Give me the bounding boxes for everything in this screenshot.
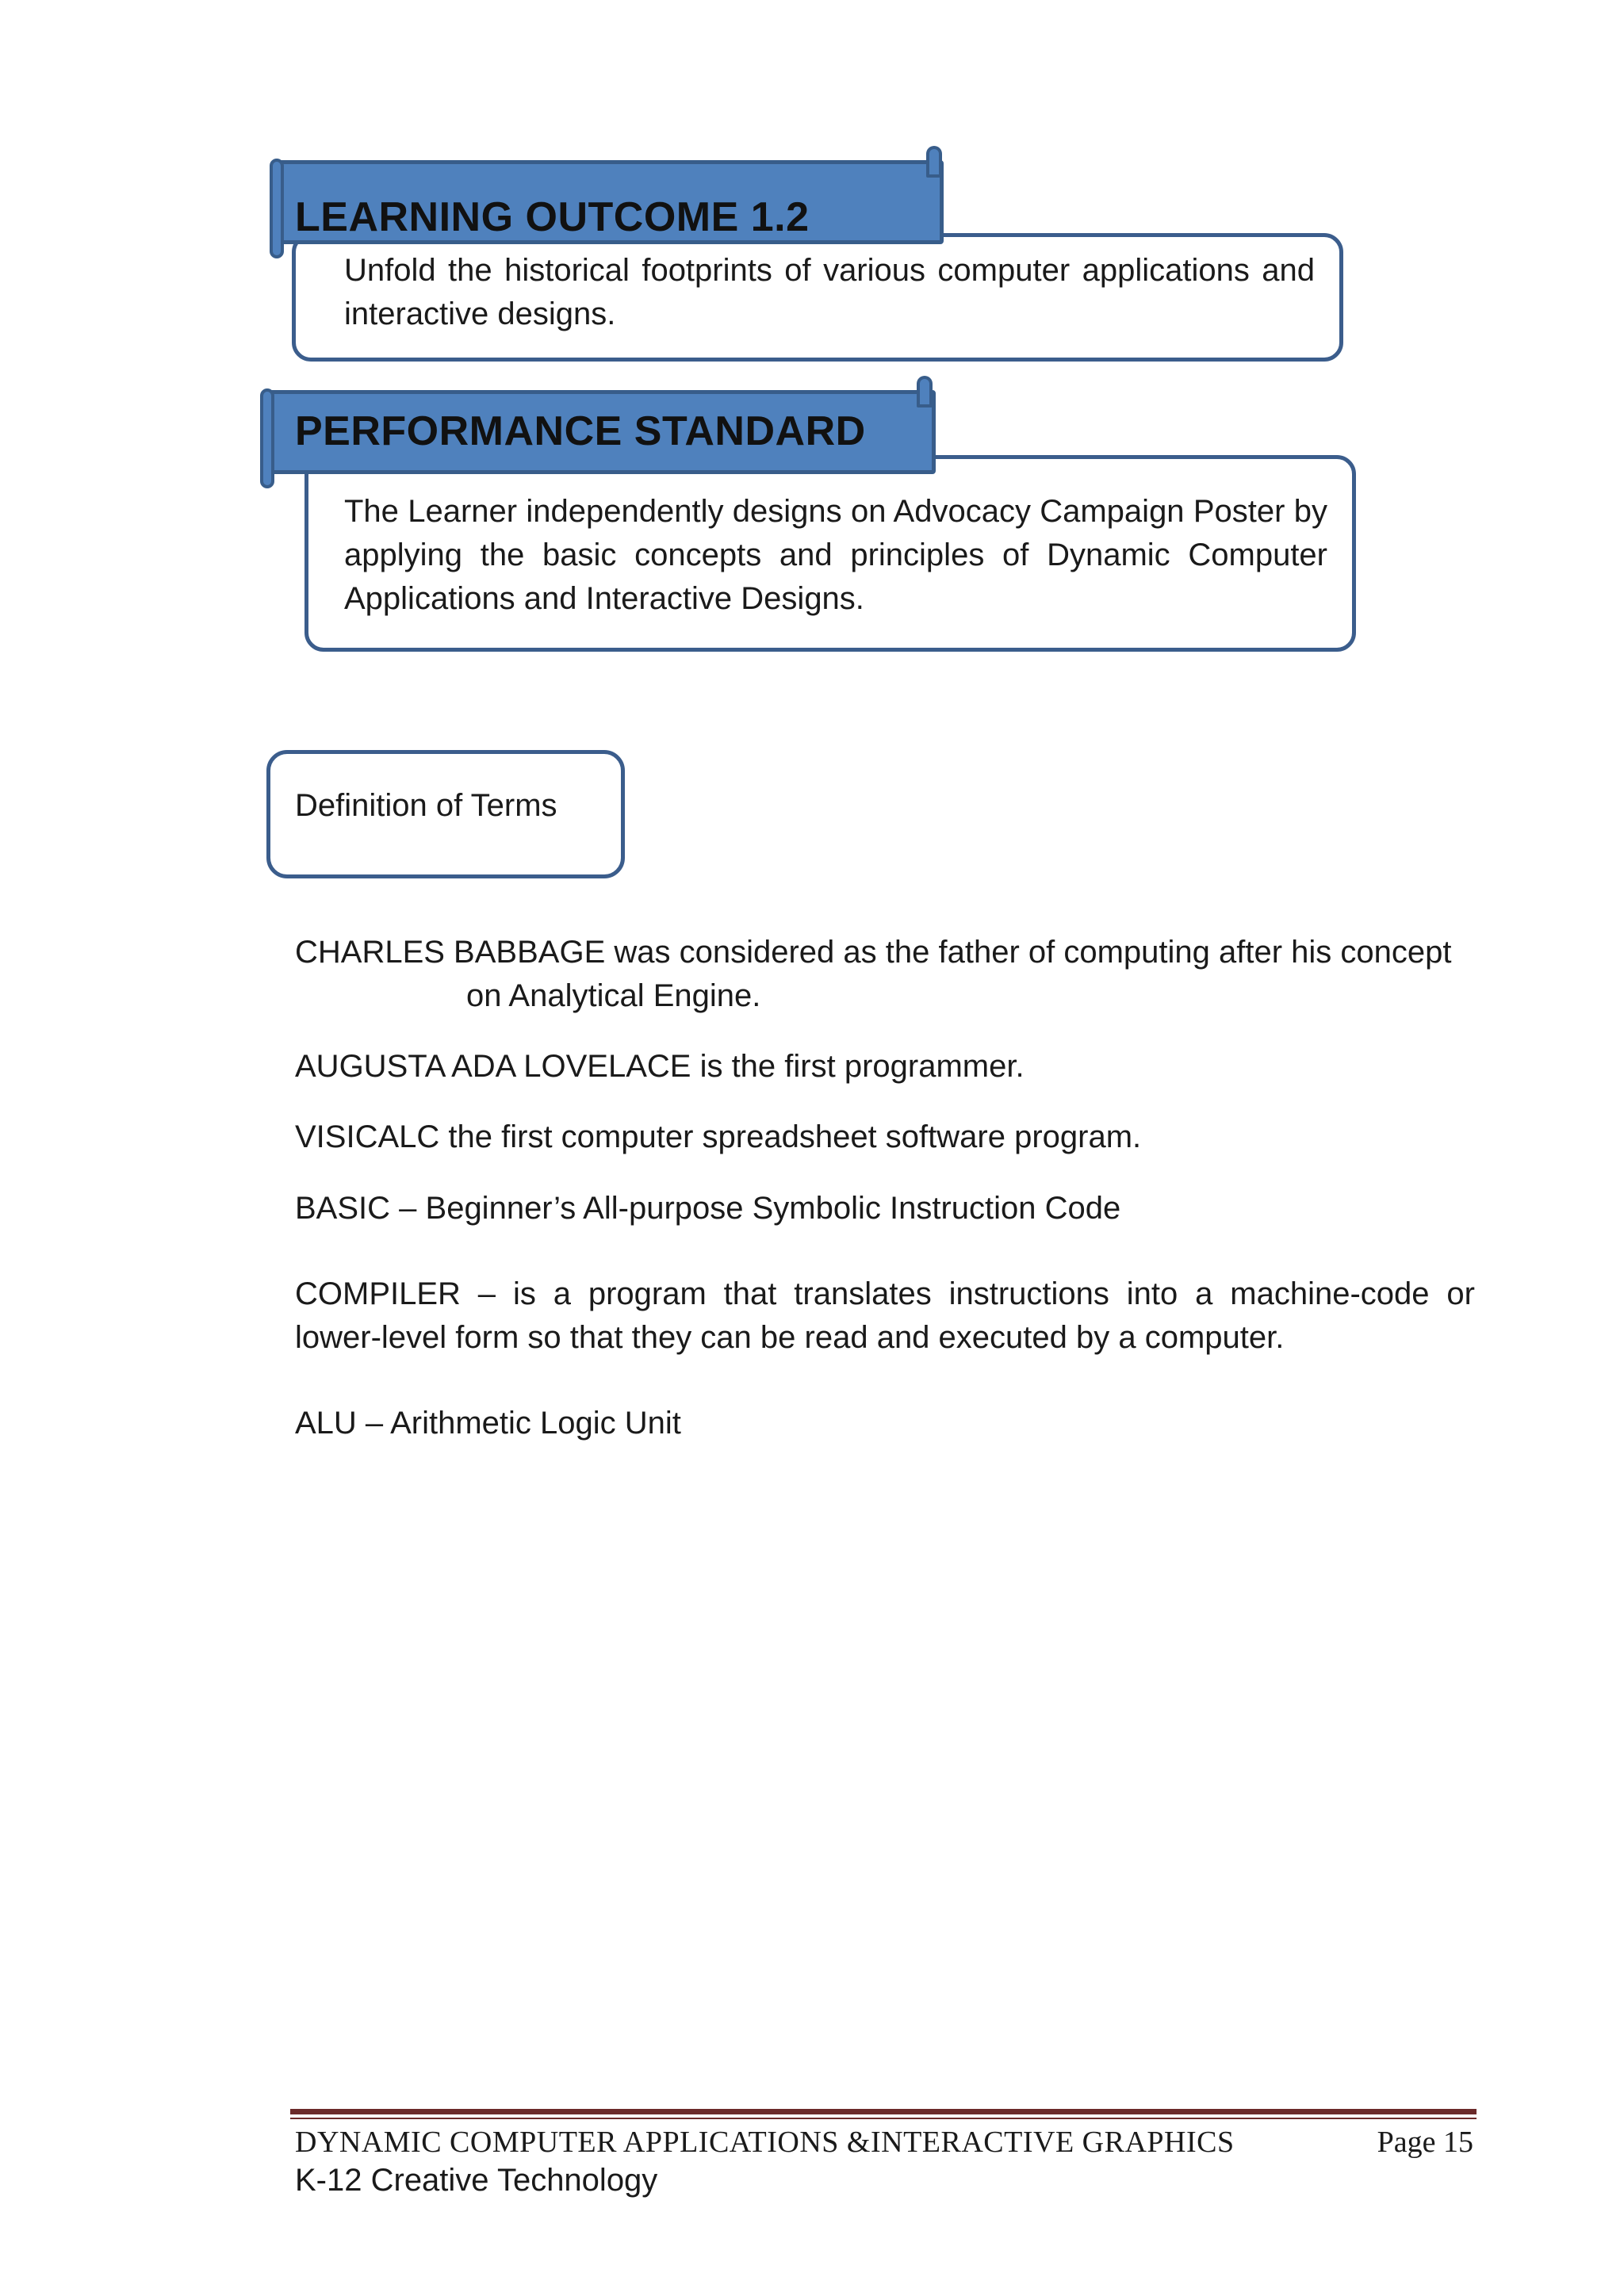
- definition-line: CHARLES BABBAGE was considered as the father of computing after his concept: [295, 935, 1452, 970]
- definition-of-terms-label: Definition of Terms: [295, 788, 557, 823]
- learning-outcome-title: LEARNING OUTCOME 1.2: [295, 194, 810, 240]
- definition-item-compiler: COMPILER – is a program that translates instructions into a machine-code or lower-level form so that they can be read and executed by a computer.: [295, 1276, 1475, 1355]
- footer-rule: [290, 2109, 1477, 2114]
- banner-scroll-right-2: [917, 376, 933, 408]
- performance-standard-title: PERFORMANCE STANDARD: [295, 408, 866, 454]
- definition-item-visicalc: VISICALC the first computer spreadsheet software program.: [295, 1119, 1142, 1154]
- definition-item-lovelace: AUGUSTA ADA LOVELACE is the first programmer.: [295, 1049, 1025, 1084]
- banner-scroll-right: [926, 146, 942, 178]
- definition-item-basic: BASIC – Beginner’s All-purpose Symbolic Instruction Code: [295, 1191, 1121, 1226]
- performance-standard-text: The Learner independently designs on Advocacy Campaign Poster by applying the basic concepts and principles of Dynamic Computer Applications and Interactive Designs.: [344, 494, 1327, 616]
- footer-title: DYNAMIC COMPUTER APPLICATIONS &INTERACTIVE GRAPHICS: [295, 2126, 1235, 2159]
- definition-line-continued: on Analytical Engine.: [466, 978, 761, 1013]
- banner-scroll-left: [270, 159, 284, 258]
- definition-item-alu: ALU – Arithmetic Logic Unit: [295, 1406, 681, 1441]
- page-number: Page 15: [1377, 2126, 1473, 2159]
- learning-outcome-text: Unfold the historical footprints of various computer applications and interactive designs.: [344, 253, 1315, 331]
- footer-rule-thin: [290, 2118, 1477, 2119]
- definition-item-babbage: [295, 931, 1475, 1018]
- banner-scroll-left-2: [260, 388, 274, 488]
- footer-subtitle: K-12 Creative Technology: [295, 2163, 658, 2198]
